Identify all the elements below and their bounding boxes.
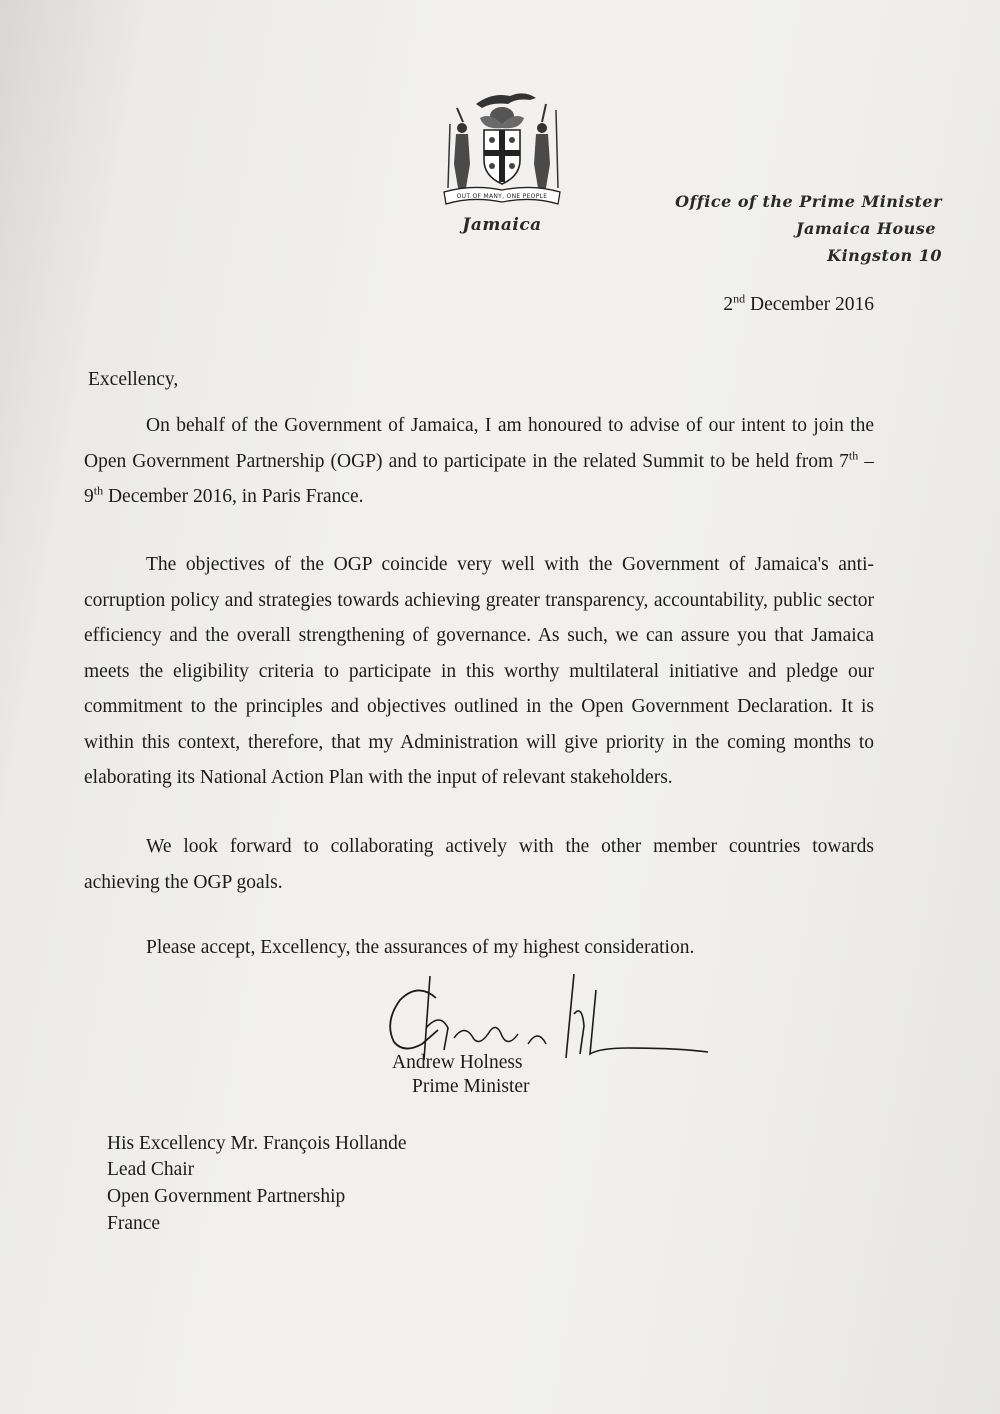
letter-date xyxy=(723,291,874,316)
signatory-name: Andrew Holness xyxy=(392,1052,523,1073)
paragraph-1-sup-b: th xyxy=(93,483,104,498)
paragraph-1-text-b: – 9 xyxy=(84,450,875,507)
crest-motto: OUT OF MANY, ONE PEOPLE xyxy=(456,193,548,200)
date-ordinal: nd xyxy=(733,291,746,306)
coat-of-arms xyxy=(432,84,572,214)
crest-country-name: Jamaica xyxy=(462,215,542,235)
paragraph-3 xyxy=(84,829,874,900)
signatory-title: Prime Minister xyxy=(412,1076,530,1097)
letterhead-house: Jamaica House xyxy=(795,219,936,238)
date-rest: December 2016 xyxy=(745,294,874,315)
paragraph-2-text: The objectives of the OGP coincide very well with the Government of Jamaica's anti-corruption policy and strategies towards achieving greater transparency, accountability, public sector efficiency and the overall strengthening of governance. As such, we can assure you that Jamaica meets the eligibility criteria to participate in this worthy multilateral initiative and pledge our commitment to the principles and objectives outlined in the Open Government Declaration. It is within this context, therefore, that my Administration will give priority in the coming months to elaborating its National Action Plan with the input of relevant stakeholders. xyxy=(84,554,874,788)
recipient-role: Lead Chair xyxy=(107,1159,195,1180)
letterhead-city: Kingston 10 xyxy=(827,246,942,265)
letterhead-office: Office of the Prime Minister xyxy=(675,192,942,211)
paragraph-1-text-c: December 2016, in Paris France. xyxy=(103,486,364,507)
closing-line: Please accept, Excellency, the assurances of my highest consideration. xyxy=(146,937,695,958)
paragraph-1 xyxy=(84,408,874,515)
paragraph-1-text-a: On behalf of the Government of Jamaica, I am honoured to advise of our intent to join the Open Government Partnership (OGP) and to participate in the related Summit to be held from 7 xyxy=(84,415,874,472)
recipient-country: France xyxy=(107,1213,161,1234)
recipient-organization: Open Government Partnership xyxy=(107,1186,346,1207)
recipient-name: His Excellency Mr. François Hollande xyxy=(107,1133,407,1154)
paragraph-3-text: We look forward to collaborating actively with the other member countries towards achieving the OGP goals. xyxy=(84,836,874,893)
paragraph-2 xyxy=(84,547,874,796)
salutation: Excellency, xyxy=(88,369,179,390)
date-day: 2 xyxy=(723,294,734,315)
paragraph-1-sup-a: th xyxy=(848,448,859,462)
